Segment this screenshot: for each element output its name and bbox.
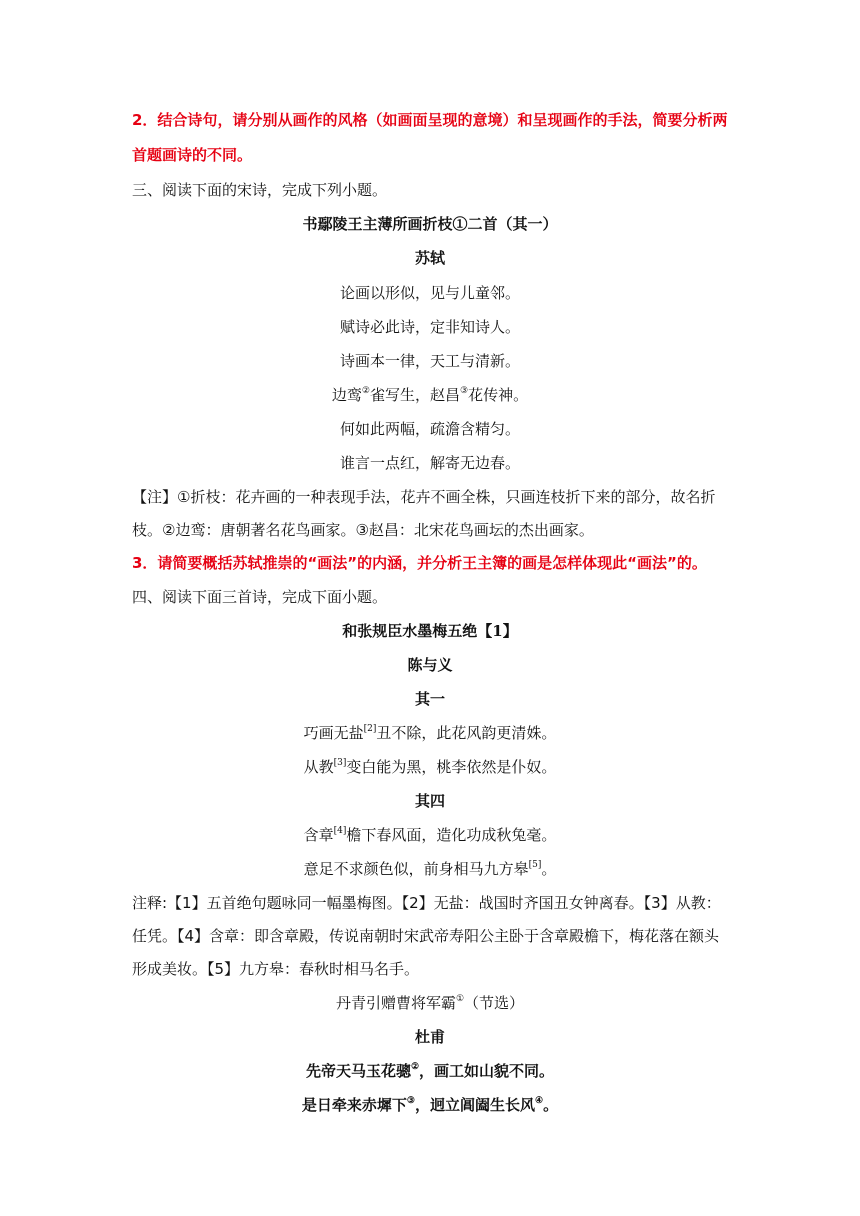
poem-3-title: 丹青引赠曹将军霸①（节选） [335,994,525,1012]
poem-2-part-4-verse-1: 含章[4]檐下春风面，造化功成秋兔毫。 [303,826,557,844]
poem-3-author: 杜甫 [414,1028,445,1046]
question-3: 3．请简要概括苏轼推崇的“画法”的内涵，并分析王主簿的画是怎样体现此“画法”的。 [132,554,707,572]
poem-2-note-line-3: 形成美妆。【5】九方皋：春秋时相马名手。 [132,960,420,978]
poem-2-part-1-verse-2: 从教[3]变白能为黑，桃李依然是仆奴。 [303,758,557,776]
poem-2-part-1-verse-1: 巧画无盐[2]丑不除，此花风韵更清姝。 [303,724,557,742]
poem-1-note-line-2: 枝。②边鸾：唐朝著名花鸟画家。③赵昌：北宋花鸟画坛的杰出画家。 [132,521,594,539]
poem-2-part-4-label: 其四 [414,792,445,810]
poem-2-author: 陈与义 [407,656,453,674]
poem-1-verse-6: 谁言一点红，解寄无边春。 [339,454,520,472]
poem-2-part-1-label: 其一 [414,690,445,708]
poem-2-note-line-2: 任凭。【4】含章：即含章殿，传说南朝时宋武帝寿阳公主卧于含章殿檐下，梅花落在额头 [132,927,720,945]
poem-1-verse-5: 何如此两幅，疏澹含精匀。 [339,420,520,438]
poem-1-verse-1: 论画以形似，见与儿童邻。 [339,284,520,302]
poem-1-verse-2: 赋诗必此诗，定非知诗人。 [339,318,520,336]
poem-2-note-line-1: 注释:【1】五首绝句题咏同一幅墨梅图。【2】无盐：战国时齐国丑女钟离春。【3】从教： [132,894,721,912]
poem-1-title: 书鄢陵王主薄所画折枝①二首（其一） [302,215,558,233]
poem-3-verse-1: 先帝天马玉花骢②，画工如山貌不同。 [305,1062,555,1080]
poem-1-verse-4: 边鸾②雀写生，赵昌③花传神。 [331,386,529,404]
poem-2-title: 和张规臣水墨梅五绝【1】 [342,622,518,640]
poem-2-part-4-verse-2: 意足不求颜色似，前身相马九方皋[5]。 [303,860,557,878]
section-3-heading: 三、阅读下面的宋诗，完成下列小题。 [132,181,388,199]
poem-3-verse-2: 是日牵来赤墀下③，迥立阊阖生长风④。 [301,1096,559,1114]
question-2-line-2: 首题画诗的不同。 [132,146,253,164]
question-2-line-1: 2．结合诗句，请分别从画作的风格（如画面呈现的意境）和呈现画作的手法，简要分析两 [132,111,728,129]
section-4-heading: 四、阅读下面三首诗，完成下面小题。 [132,588,388,606]
poem-1-author: 苏轼 [414,249,445,267]
poem-1-note-line-1: 【注】①折枝：花卉画的一种表现手法，花卉不画全株，只画连枝折下来的部分，故名折 [132,488,716,506]
poem-1-verse-3: 诗画本一律，天工与清新。 [339,352,520,370]
